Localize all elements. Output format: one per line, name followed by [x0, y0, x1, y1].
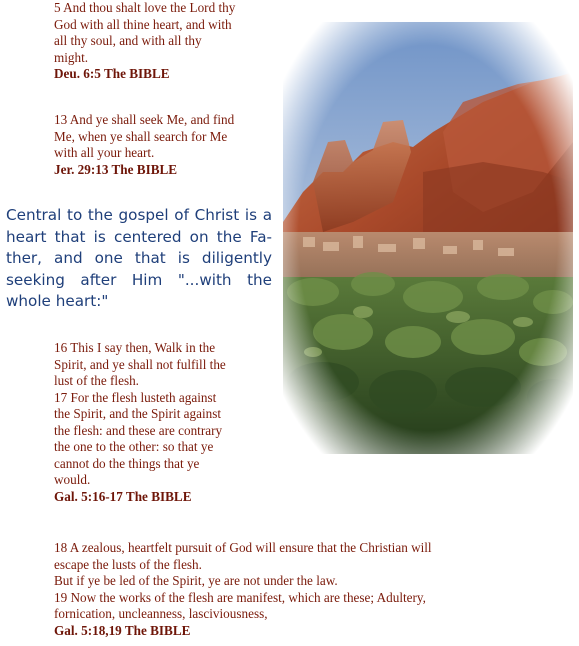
- verse-galatians-18-19: [54, 540, 432, 639]
- verse-line: the Spirit, and the Spirit against: [54, 406, 222, 421]
- verse-line: the one to the other: so that ye: [54, 439, 214, 454]
- desert-cliff-oasis-landscape-icon: [283, 22, 573, 454]
- landscape-photo: [283, 22, 573, 454]
- commentary-line: Central to the gospel of Christ is a: [6, 206, 272, 224]
- verse-line: fornication, uncleanness, lasciviousness,: [54, 606, 268, 621]
- verse-reference: Gal. 5:16-17 The BIBLE: [54, 488, 192, 504]
- verse-line: God with all thine heart, and with: [54, 16, 232, 32]
- verse-reference: Deu. 6:5 The BIBLE: [54, 66, 170, 81]
- verse-line: would.: [54, 472, 91, 487]
- verse-line: escape the lusts of the flesh.: [54, 556, 202, 572]
- verse-line: the flesh: and these are contrary: [54, 422, 223, 438]
- verse-line: 16 This I say then, Walk in the: [54, 340, 216, 355]
- commentary-line: whole heart:": [6, 292, 109, 311]
- verse-line: 17 For the flesh lusteth against: [54, 389, 217, 405]
- commentary-line: ther, and one that is diligently: [6, 249, 272, 268]
- verse-line: cannot do the things that ye: [54, 455, 200, 471]
- verse-line: lust of the flesh.: [54, 373, 139, 388]
- verse-line: But if ye be led of the Spirit, ye are not under the law.: [54, 573, 338, 588]
- verse-reference: Gal. 5:18,19 The BIBLE: [54, 622, 191, 638]
- verse-line: Spirit, and ye shall not fulfill the: [54, 356, 226, 372]
- verse-line: Me, when ye shall search for Me: [54, 128, 228, 144]
- verse-line: all thy soul, and with all thy: [54, 33, 202, 48]
- verse-reference: Jer. 29:13 The BIBLE: [54, 161, 178, 177]
- verse-line: 18 A zealous, heartfelt pursuit of God will ensure that the Christian will: [54, 540, 432, 555]
- verse-galatians-16-17: [54, 340, 226, 505]
- verse-line: 19 Now the works of the flesh are manifest, which are these; Adultery,: [54, 589, 426, 605]
- verse-line: 13 And ye shall seek Me, and find: [54, 112, 235, 127]
- verse-line: might.: [54, 49, 89, 65]
- verse-deuteronomy: [54, 0, 235, 83]
- verse-jeremiah: [54, 112, 234, 178]
- verse-line: with all your heart.: [54, 145, 155, 160]
- verse-line: 5 And thou shalt love the Lord thy: [54, 0, 236, 15]
- commentary-line: seeking after Him "...with the: [6, 270, 272, 289]
- commentary-line: heart that is centered on the Fa-: [6, 227, 272, 246]
- commentary-paragraph: [6, 205, 272, 313]
